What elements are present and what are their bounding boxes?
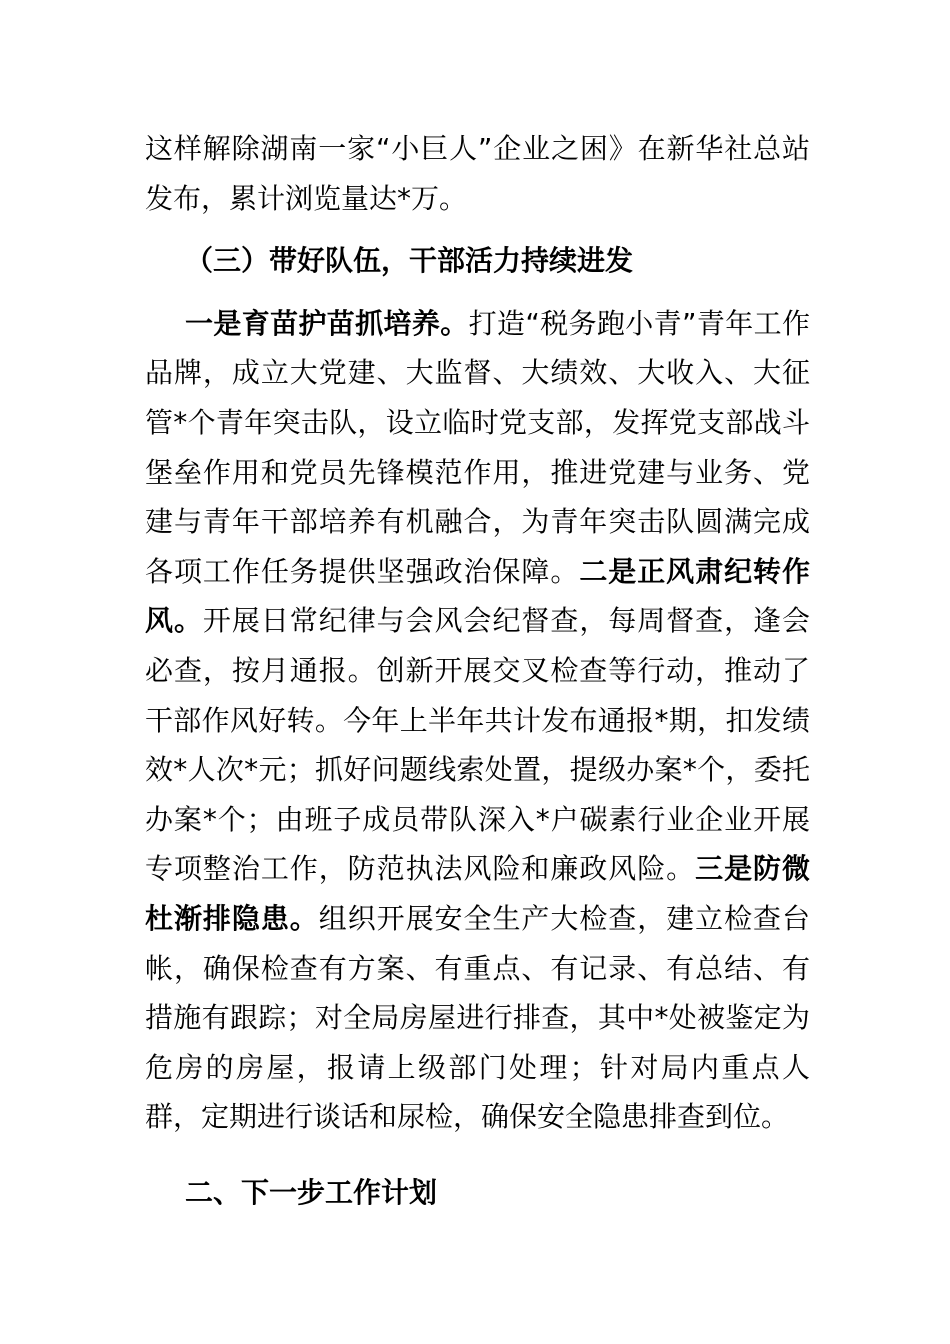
paragraph-closing-previous <box>145 124 810 223</box>
bold-lead-3: 三是防微杜渐排隐患。 <box>145 852 810 935</box>
bold-lead-1: 一是育苗护苗抓培养。 <box>185 306 469 340</box>
text-run: 打造“税务跑小青”青年工作品牌，成立大党建、大监督、大绩效、大收入、大征管*个青年突击队，设立临时党支部，发挥党支部战斗堡垒作用和党员先锋模范作用，推进党建与业务、党建与青年干部培养有机融合，为青年突击队圆满完成各项工作任务提供坚强政治保障。 <box>145 306 810 588</box>
text-run: 这样解除湖南一家“小巨人”企业之困》在新华社总站发布，累计浏览量达*万。 <box>145 132 810 215</box>
heading-text: 二、下一步工作计划 <box>185 1175 438 1209</box>
document-page <box>145 124 810 1217</box>
bold-lead-2: 二是正风肃纪转作风。 <box>145 554 810 638</box>
section-heading-next-plan <box>145 1168 810 1218</box>
heading-text: （三）带好队伍，干部活力持续进发 <box>185 244 634 278</box>
paragraph-team-measures <box>145 299 810 1142</box>
section-heading-team <box>145 236 810 286</box>
text-run: 组织开展安全生产大检查，建立检查台帐，确保检查有方案、有重点、有记录、有总结、有措施有跟踪；对全局房屋进行排查，其中*处被鉴定为危房的房屋，报请上级部门处理；针对局内重点人群，定期进行谈话和尿检，确保安全隐患排查到位。 <box>145 901 810 1134</box>
text-run: 开展日常纪律与会风会纪督查，每周督查，逢会必查，按月通报。创新开展交叉检查等行动，推动了干部作风好转。今年上半年共计发布通报*期，扣发绩效*人次*元；抓好问题线索处置，提级办案*个，委托办案*个；由班子成员带队深入*户碳素行业企业开展专项整治工作，防范执法风险和廉政风险。 <box>145 604 810 886</box>
